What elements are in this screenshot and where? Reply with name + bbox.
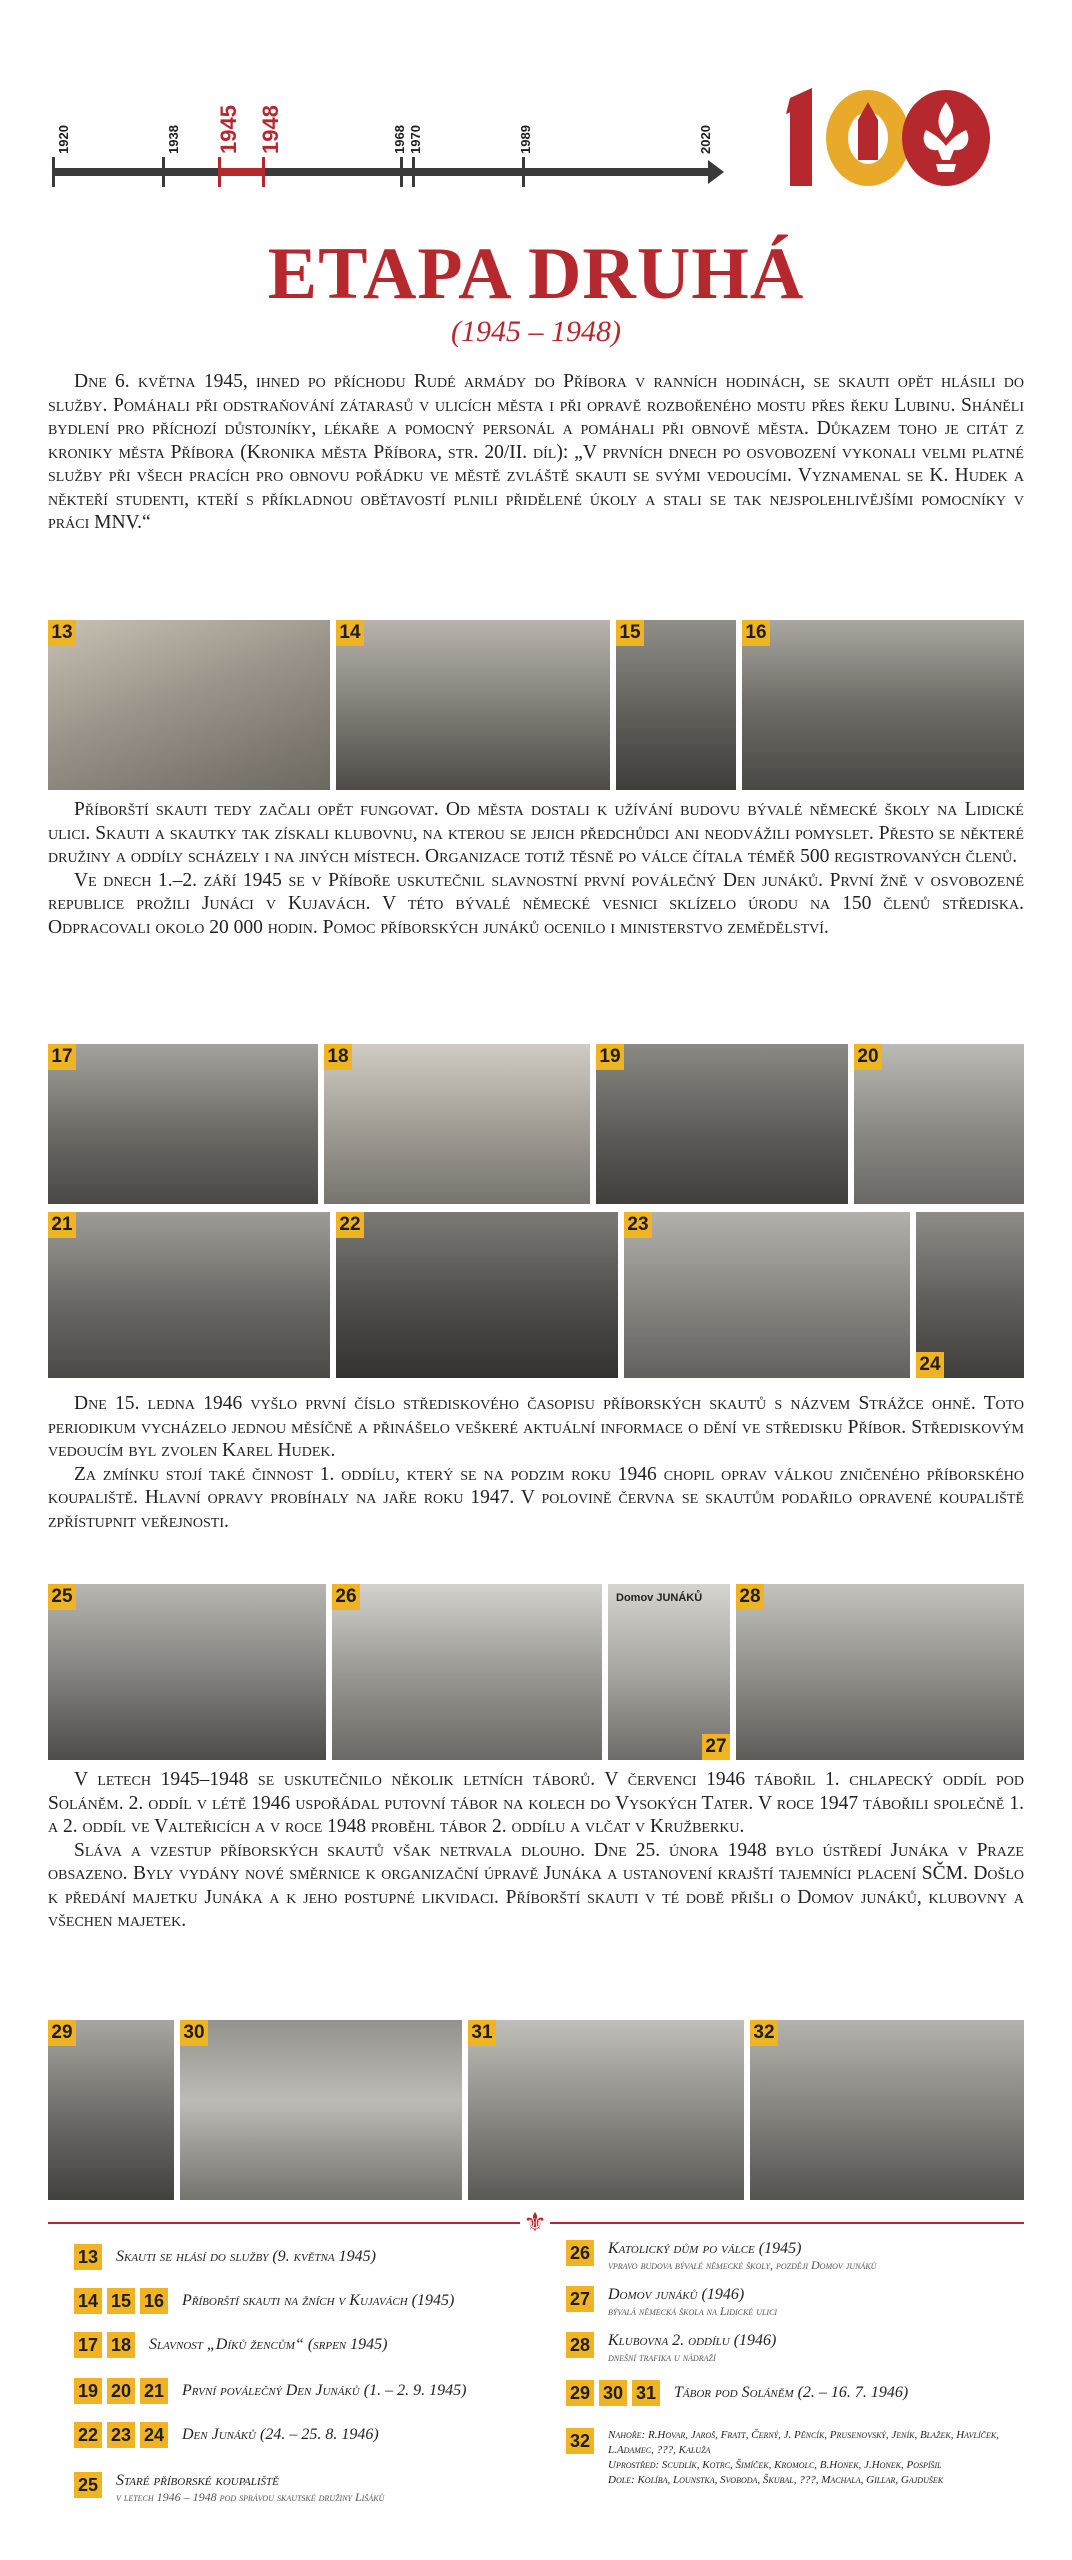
photo-14 (336, 620, 610, 790)
caption-number: 29 (566, 2380, 594, 2406)
caption-number: 17 (74, 2332, 102, 2358)
timeline-tick (52, 157, 55, 187)
photo-25 (48, 1584, 326, 1760)
photo-19 (596, 1044, 848, 1204)
caption-text: Příborští skauti na žních v Kujavách (1945) (182, 2292, 455, 2309)
photo-22 (336, 1212, 618, 1378)
caption-27 (566, 2286, 777, 2318)
caption-text: Tábor pod Soláněm (2. – 16. 7. 1946) (674, 2384, 909, 2401)
caption-22-24 (74, 2422, 379, 2448)
caption-number: 31 (632, 2380, 660, 2406)
photo-32 (750, 2020, 1024, 2200)
paragraph: Příborští skauti tedy začali opět fungovat. Od města dostali k užívání budovu bývalé německé školy na Lidické ulici. Skauti a skautky tak získali klubovnu, na kterou se jejich předchůdci ani neodvážili pomyslet. Přesto se některé družiny a oddíly scházely i na jiných místech. Organizace totiž těsně po válce čítala téměř 500 registrovaných členů. (48, 799, 1024, 867)
photo-17 (48, 1044, 318, 1204)
timeline-highlight (218, 168, 264, 176)
paragraph: Dne 6. května 1945, ihned po příchodu Rudé armády do Příbora v ranních hodinách, se skauti opět hlásili do služby. Pomáhali při odstraňování zátarasů v ulicích města i při opravě rozbořeného mostu přes řeku Lubinu. Sháněli bydlení pro příchozí důstojníky, lékaře a pomocný personál a pomáhali při obnově města. Důkazem toho je citát z kroniky města Příbora (Kronika města Příbora, str. 20/II. díl): „V prvních dnech po osvobození vykonali velmi platné služby při všech pracích pro obnovu pořádku ve městě zvláště skauti se svými vedoucími. Vyznamenal se K. Hudek a někteří studenti, kteří s příkladnou obětavostí plnili přidělené úkoly a stali se tak nejspolehlivějšími pomocníky v práci MNV.“ (48, 371, 1024, 533)
photo-16 (742, 620, 1024, 790)
photo-number: 29 (48, 2020, 76, 2046)
caption-line: Uprostřed: Scudlík, Kotrc, Šimíček, Kromolc, B.Honek, J.Honek, Pospíšil (608, 2459, 942, 2471)
caption-number: 24 (140, 2422, 168, 2448)
photo-number: 16 (742, 620, 770, 646)
caption-number: 22 (74, 2422, 102, 2448)
caption-number: 20 (107, 2378, 135, 2404)
caption-text: Staré příborské koupaliště (116, 2472, 279, 2489)
photo-number: 22 (336, 1212, 364, 1238)
caption-subtext: vpravo budova bývalé německé školy, později Domov junáků (608, 2258, 877, 2272)
photo-number: 25 (48, 1584, 76, 1610)
caption-number: 16 (140, 2288, 168, 2314)
photo-number: 15 (616, 620, 644, 646)
caption-text: Domov junáků (1946) (608, 2286, 745, 2303)
photo-number: 26 (332, 1584, 360, 1610)
text-block-4 (48, 1768, 1024, 1933)
caption-14-16 (74, 2288, 454, 2314)
text-block-2 (48, 798, 1024, 939)
scout-lily-icon (786, 80, 996, 190)
timeline-tick (412, 157, 415, 187)
photo-number: 30 (180, 2020, 208, 2046)
timeline-tick (522, 157, 525, 187)
caption-line: Nahoře: R.Hovar, Jaroš, Fratt, Černý, J. Pěncík, Prusenovský, Jeník, Blažek, Havlíček, L.Adamec, ???, Kaluža (608, 2429, 999, 2456)
caption-13 (74, 2244, 376, 2270)
timeline-year: 1920 (56, 125, 71, 154)
photo-number: 14 (336, 620, 364, 646)
text-block-3 (48, 1392, 1024, 1533)
timeline-tick (400, 157, 403, 187)
photo-number: 20 (854, 1044, 882, 1070)
photo-number: 23 (624, 1212, 652, 1238)
caption-number: 27 (566, 2286, 594, 2312)
photo-number: 13 (48, 620, 76, 646)
caption-number: 32 (566, 2428, 594, 2454)
paragraph: Ve dnech 1.–2. září 1945 se v Příboře uskutečnil slavnostní první poválečný Den junáků. První žně v osvobozené republice prožili Junáci v Kujavách. V této bývalé německé vesnici sklízelo úrodu na 150 členů střediska. Odpracovali okolo 20 000 hodin. Pomoc příborských junáků ocenilo i ministerstvo zemědělství. (48, 869, 1025, 938)
photo-26 (332, 1584, 602, 1760)
caption-text: Slavnost „Díků žencům“ (srpen 1945) (149, 2336, 388, 2353)
caption-17-18 (74, 2332, 387, 2358)
caption-number: 13 (74, 2244, 102, 2270)
anniversary-logo (786, 80, 996, 190)
caption-text: Katolický dům po válce (1945) (608, 2240, 802, 2257)
photo-21 (48, 1212, 330, 1378)
page-subtitle: (1945 – 1948) (451, 315, 621, 348)
caption-number: 14 (74, 2288, 102, 2314)
photo-number: 24 (916, 1352, 944, 1378)
text-block-1 (48, 370, 1024, 535)
caption-subtext: bývalá německá škola na Lidické ulici (608, 2304, 778, 2318)
paragraph: Za zmínku stojí také činnost 1. oddílu, který se na podzim roku 1946 chopil oprav válkou zničeného příborského koupaliště. Hlavní opravy probíhaly na jaře roku 1947. V polovině června se skautům podařilo opravené koupaliště zpřístupnit veřejnosti. (48, 1463, 1024, 1532)
caption-19-21 (74, 2378, 466, 2404)
caption-text: První poválečný Den Junáků (1. – 2. 9. 1945) (182, 2382, 467, 2399)
photo-15 (616, 620, 736, 790)
caption-line: Dole: Kolíba, Lounstka, Svoboda, Škubal, ???, Machala, Gillar, Gajdušek (608, 2474, 944, 2486)
photo-23 (624, 1212, 910, 1378)
fleur-de-lis-icon: ⚜ (520, 2208, 550, 2238)
photo-29 (48, 2020, 174, 2200)
photo-number: 19 (596, 1044, 624, 1070)
paragraph: Dne 15. ledna 1946 vyšlo první číslo střediskového časopisu příborských skautů s názvem Strážce ohně. Toto periodikum vycházelo jednou měsíčně a přinášelo veškeré aktuální informace o dění ve středisku Příbor. Střediskovým vedoucím byl zvolen Karel Hudek. (48, 1393, 1025, 1461)
paragraph: V letech 1945–1948 se uskutečnilo několik letních táborů. V červenci 1946 tábořil 1. chlapecký oddíl pod Soláněm. 2. oddíl v létě 1946 uspořádal putovní tábor na kolech do Vysokých Tater. V roce 1947 tábořili společně 1. a 2. oddíl ve Valteřicích a v roce 1948 proběhl tábor 2. oddílu a vlčat v Kružberku. (48, 1769, 1024, 1837)
timeline-year: 1968 (392, 125, 407, 154)
caption-number: 28 (566, 2332, 594, 2358)
caption-text: Klubovna 2. oddílu (1946) (608, 2332, 777, 2349)
page-title: ETAPA DRUHÁ (267, 233, 805, 315)
caption-25 (74, 2472, 384, 2504)
photo-28 (736, 1584, 1024, 1760)
photo-number: 28 (736, 1584, 764, 1610)
timeline-year: 1938 (166, 125, 181, 154)
caption-number: 21 (140, 2378, 168, 2404)
photo-13 (48, 620, 330, 790)
photo-number: 27 (702, 1734, 730, 1760)
caption-number: 15 (107, 2288, 135, 2314)
photo-31 (468, 2020, 744, 2200)
photo-sign: Domov JUNÁKŮ (616, 1592, 703, 1604)
timeline-axis (52, 168, 712, 176)
caption-subtext: dnešní trafika u nádraží (608, 2350, 716, 2364)
photo-number: 31 (468, 2020, 496, 2046)
caption-29-31 (566, 2380, 908, 2406)
paragraph: Sláva a vzestup příborských skautů však netrvala dlouho. Dne 25. února 1948 bylo ústředí Junáka v Praze obsazeno. Byly vydány nové směrnice k organizační úpravě Junáka a ustanovení krajští tajemníci placení SČM. Došlo k předání majetku Junáka a k jeho postupné likvidaci. Příborští skauti v té době přišli o Domov junáků, klubovny a všechen majetek. (48, 1839, 1024, 1931)
caption-26 (566, 2240, 876, 2272)
timeline-tick (162, 157, 165, 187)
caption-28 (566, 2332, 776, 2364)
timeline-year: 1970 (408, 125, 423, 154)
caption-number: 25 (74, 2472, 102, 2498)
caption-number: 26 (566, 2240, 594, 2266)
caption-number: 19 (74, 2378, 102, 2404)
timeline-year: 1948 (258, 105, 283, 154)
caption-text: Skauti se hlásí do služby (9. května 1945) (116, 2248, 376, 2265)
timeline-tick (262, 157, 265, 187)
caption-subtext: v letech 1946 – 1948 pod správou skautské družiny Lišáků (116, 2490, 385, 2504)
caption-32 (566, 2428, 1024, 2488)
photo-number: 17 (48, 1044, 76, 1070)
caption-number: 18 (107, 2332, 135, 2358)
timeline-tick (218, 157, 221, 187)
photo-27 (608, 1584, 730, 1760)
caption-number: 23 (107, 2422, 135, 2448)
caption-text: Den Junáků (24. – 25. 8. 1946) (182, 2426, 379, 2443)
timeline-year: 2020 (698, 125, 713, 154)
timeline-year: 1989 (518, 125, 533, 154)
photo-number: 18 (324, 1044, 352, 1070)
caption-number: 30 (599, 2380, 627, 2406)
photo-24 (916, 1212, 1024, 1378)
photo-number: 21 (48, 1212, 76, 1238)
timeline (52, 40, 712, 190)
photo-30 (180, 2020, 462, 2200)
photo-20 (854, 1044, 1024, 1204)
photo-number: 32 (750, 2020, 778, 2046)
timeline-year: 1945 (216, 105, 241, 154)
photo-18 (324, 1044, 590, 1204)
